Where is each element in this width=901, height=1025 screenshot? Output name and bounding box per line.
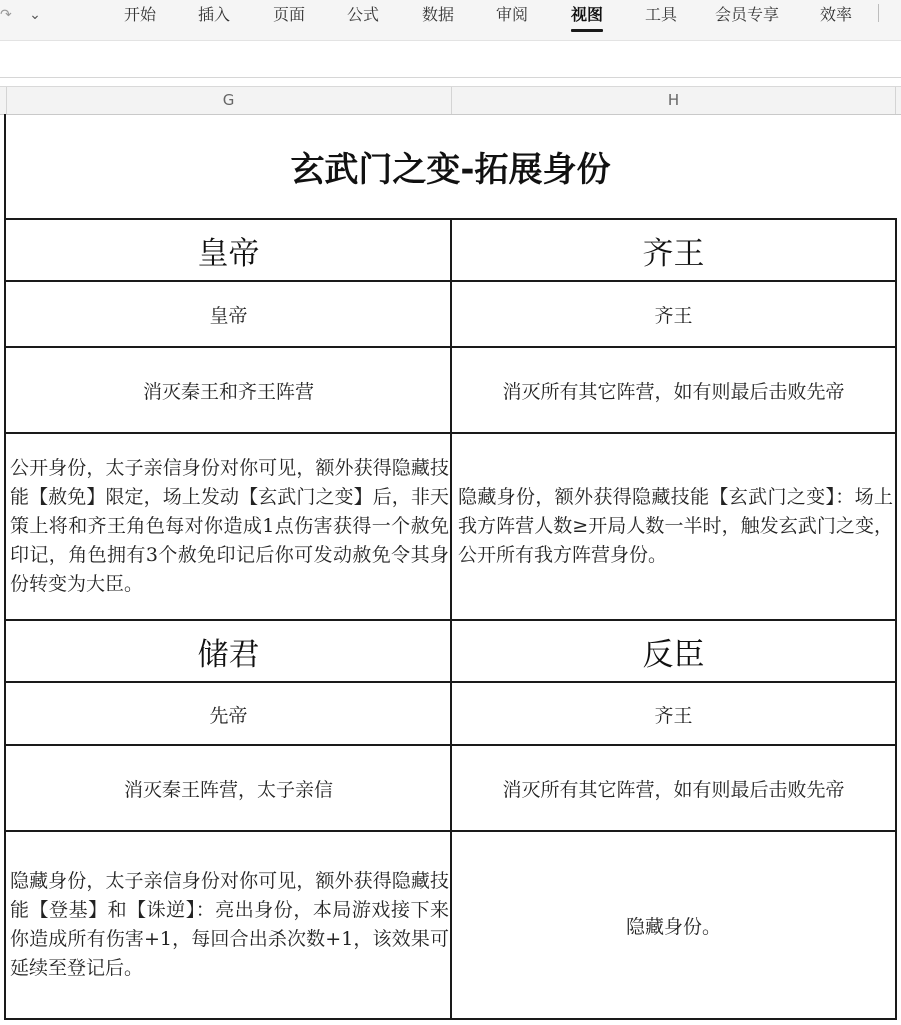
- faction-cell[interactable]: 齐王: [654, 305, 693, 327]
- description-cell[interactable]: 隐藏身份，额外获得隐藏技能【玄武门之变】：场上我方阵营人数≥开局人数一半时，触发玄武门之变，公开所有我方阵营身份。: [458, 486, 893, 566]
- goal-cell[interactable]: 消灭秦王阵营，太子亲信: [123, 779, 333, 801]
- border-line: [895, 218, 897, 1020]
- role-name-qi-king[interactable]: 齐王: [642, 236, 705, 272]
- redo-icon[interactable]: ↷: [0, 7, 12, 23]
- faction-cell[interactable]: 齐王: [654, 704, 693, 727]
- tab-formula[interactable]: 公式: [347, 5, 380, 24]
- tab-review[interactable]: 审阅: [496, 5, 529, 24]
- goal-cell[interactable]: 消灭秦王和齐王阵营: [142, 381, 314, 403]
- role-name-crown-prince[interactable]: 储君: [197, 637, 260, 673]
- column-header-g[interactable]: G: [6, 87, 452, 114]
- sheet-grid: [0, 114, 901, 1025]
- ribbon-menubar: [0, 0, 901, 41]
- faction-cell[interactable]: 皇帝: [209, 305, 248, 327]
- goal-cell[interactable]: 消灭所有其它阵营，如有则最后击败先帝: [502, 381, 845, 403]
- tab-efficiency[interactable]: 效率: [820, 5, 853, 24]
- tab-page[interactable]: 页面: [273, 5, 306, 24]
- description-cell[interactable]: 公开身份，太子亲信身份对你可见，额外获得隐藏技能【赦免】限定，场上发动【玄武门之变】后，非天策上将和齐王角色每对你造成1点伤害获得一个赦免印记，角色拥有3个赦免印记后你可发动赦免令其身份转变为大臣。: [10, 457, 449, 595]
- border-line: [450, 218, 452, 1020]
- border-line: [4, 114, 6, 1020]
- chevron-down-icon[interactable]: ⌄: [29, 7, 41, 23]
- column-headers: [0, 86, 901, 115]
- faction-cell[interactable]: 先帝: [209, 704, 248, 727]
- formula-bar[interactable]: [0, 41, 901, 78]
- tab-data[interactable]: 数据: [422, 5, 455, 24]
- tab-member[interactable]: 会员专享: [715, 5, 780, 24]
- ribbon-divider: [878, 4, 879, 22]
- tab-insert[interactable]: 插入: [198, 5, 231, 24]
- tab-view[interactable]: 视图: [571, 2, 603, 28]
- sheet-title[interactable]: 玄武门之变-拓展身份: [290, 149, 611, 190]
- tab-tools[interactable]: 工具: [645, 5, 678, 24]
- description-cell[interactable]: 隐藏身份。: [625, 915, 721, 938]
- tab-start[interactable]: 开始: [124, 5, 157, 24]
- column-header-h[interactable]: H: [452, 87, 896, 114]
- description-cell[interactable]: 隐藏身份，太子亲信身份对你可见，额外获得隐藏技能【登基】和【诛逆】：亮出身份，本局游戏接下来你造成所有伤害+1，每回合出杀次数+1，该效果可延续至登记后。: [10, 870, 449, 979]
- role-name-emperor[interactable]: 皇帝: [197, 236, 260, 272]
- role-name-rebel[interactable]: 反臣: [642, 637, 705, 673]
- goal-cell[interactable]: 消灭所有其它阵营，如有则最后击败先帝: [502, 779, 845, 801]
